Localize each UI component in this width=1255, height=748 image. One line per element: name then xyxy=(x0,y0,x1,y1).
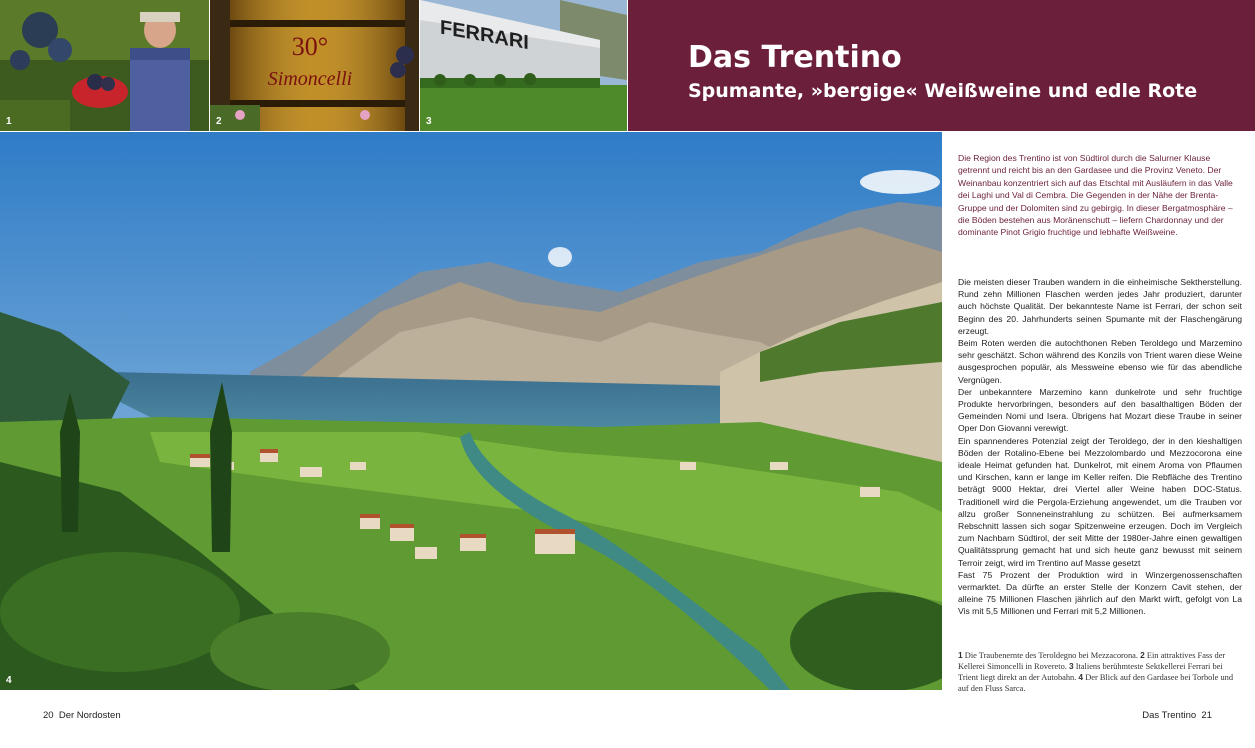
caption-text: Italiens berühmteste Sektkellerei Ferrari bei Trient liegt direkt an der Autobahn. xyxy=(958,662,1223,682)
photo-number: 2 xyxy=(216,116,222,127)
barrel-degree-text: 30° xyxy=(291,32,329,61)
photo-simoncelli-barrel xyxy=(210,0,419,131)
photo-captions xyxy=(958,650,1242,694)
caption-number: 3 xyxy=(1068,661,1074,671)
caption-text: Der Blick auf den Gardasee bei Torbole und auf den Fluss Sarca. xyxy=(958,673,1234,693)
intro-paragraph: Die Region des Trentino ist von Südtirol durch die Salurner Klause getrennt und reicht bis an den Gardasee und die Provinz Veneto. Der Weinanbau konzentriert sich auf das Etschtal mit Ausläufern in das Valle dei Laghi und Val di Cembra. Die Gegenden in der Nähe der Brenta-Gruppe und der Dolomiten sind zu gebirgig. In dieser Bergatmosphäre – die Böden bestehen aus Moränenschutt – liefern Chardonnay und der dominante Pinot Grigio fruchtige und lebhafte Weißweine. xyxy=(958,153,1233,238)
body-paragraph: Die meisten dieser Trauben wandern in die einheimische Sektherstellung. Rund zehn Millionen Flaschen werden jedes Jahr produziert, darunter auch höchste Qualität. Der bekannteste Name ist Ferrari, der schon seit Beginn des 20. Jahrhunderts seinen Spumante mit der Flaschengärung erzeugt. xyxy=(958,277,1242,336)
caption-number: 2 xyxy=(1140,650,1145,660)
footer-right-folio: Das Trentino 21 xyxy=(1142,710,1212,721)
barrel-name-text: Simoncelli xyxy=(267,68,353,90)
title-band xyxy=(628,0,1255,131)
body-paragraph: Ein spannenderes Potenzial zeigt der Teroldego, der in den kieshaltigen Böden der Rotalino-Ebene bei Mezzolombardo und Mezzocorona eine ideale Heimat gefunden hat. Dunkelrot, mit einem Aroma von Pflaumen und Kirschen, kann er lange im Keller reifen. Die Rebfläche des Trentino beträgt 9000 Hektar, drei Viertel aller Weine haben DOC-Status. Traditionell wird die Pergola-Erziehung angewendet, um die Trauben vor allzu großer Sonneneinstrahlung zu schützen. Bei aufmerksamem Rebschnitt lassen sich sogar Spitzenweine erzeugen. Doch im Vergleich zum Nachbarn Südtirol, der seit Mitte der 1980er-Jahre einen gewaltigen Qualitätssprung gemacht hat und sich heute ganz bewusst mit seinem Terroir zeigt, wird im Trentino auf Masse gesetzt xyxy=(958,435,1242,568)
body-paragraph: Beim Roten werden die autochthonen Reben Teroldego und Marzemino sehr geschätzt. Schon während des Konzils von Trient waren diese Weine ausgesprochen populär, als Messweine ebenso wie für das abendliche Vergnügen. xyxy=(958,338,1242,385)
body-text xyxy=(958,276,1242,618)
photo-number: 1 xyxy=(6,116,12,127)
photo-lake-garda-valley xyxy=(0,132,942,690)
caption-text: Die Traubenernte des Teroldegno bei Mezzacorona. xyxy=(964,651,1138,660)
page-subtitle: Spumante, »bergige« Weißweine und edle Rote xyxy=(688,80,1198,102)
photo-number: 3 xyxy=(426,116,432,127)
caption-text: Ein attraktives Fass der Kellerei Simoncelli in Rovereto. xyxy=(958,651,1226,671)
body-paragraph: Fast 75 Prozent der Produktion wird in Winzergenossenschaften vermarktet. Da dürfte an erster Stelle der Konzern Cavit stehen, der alleine 75 Millionen Flaschen jährlich auf den Markt wirft, gefolgt von La Vis mit 5,5 Millionen und Ferrari mit 5,2 Millionen. xyxy=(958,569,1242,617)
page-title: Das Trentino xyxy=(688,40,902,75)
ferrari-sign-text: FERRARI xyxy=(440,16,529,55)
caption-number: 4 xyxy=(1078,672,1084,682)
photo-ferrari-winery xyxy=(420,0,627,131)
body-paragraph: Der unbekanntere Marzemino kann dunkelrote und sehr fruchtige Produkte hervorbringen, besonders auf den basalthaltigen Böden der Gemeinden Nomi und Isera. Übrigens hat Mozart diese Traube in seiner Oper Don Giovanni verewigt. xyxy=(958,386,1242,434)
footer-left-folio: 20 Der Nordosten xyxy=(43,710,121,721)
photo-grape-harvest xyxy=(0,0,209,131)
photo-number: 4 xyxy=(6,675,12,686)
caption-number: 1 xyxy=(958,650,963,660)
